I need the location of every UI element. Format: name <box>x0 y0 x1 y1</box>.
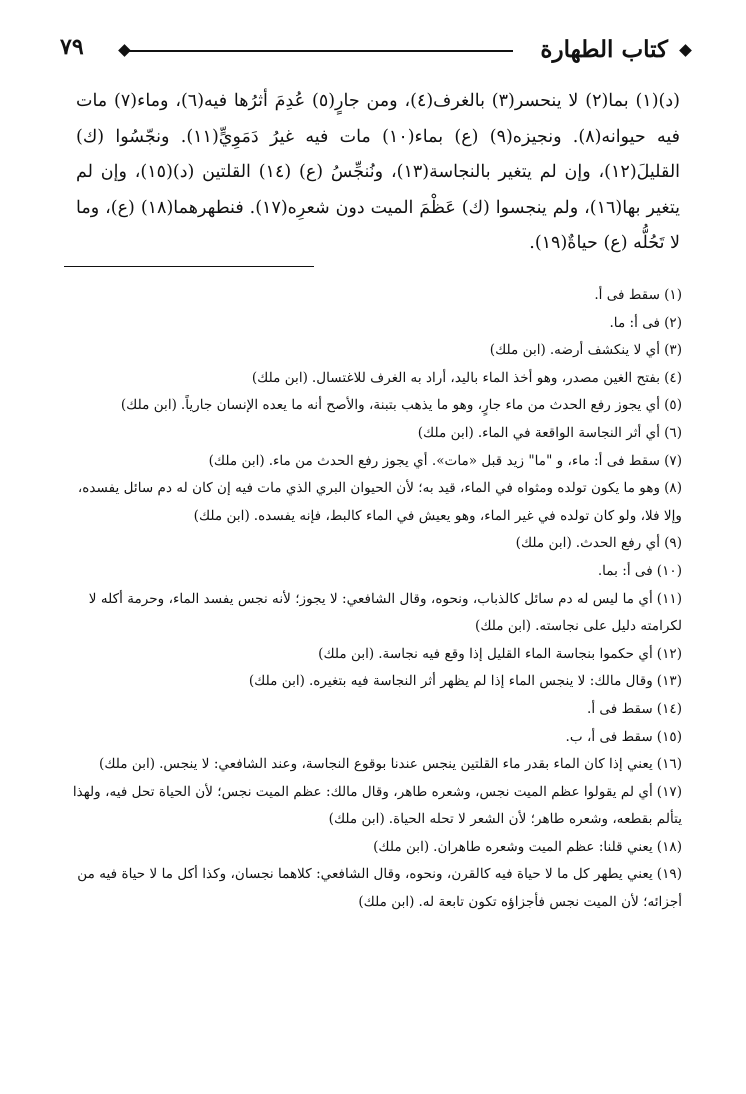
diamond-ornament-right <box>679 44 692 57</box>
footnote-text: وهو ما يكون تولده ومثواه في الماء، قيد به؛ لأن الحيوان البري الذي مات فيه إن كان له دم سائل يفسده، وإلا فلا، ولو كان تولده في غير الماء، وهو يعيش في الماء كالبط، فإنه يفسده. <box>77 480 682 524</box>
footnote-number: (١) <box>664 287 682 303</box>
footnote-text: أي لم يقولوا عظم الميت نجس، وشعره طاهر، وقال مالك: عظم الميت نجس؛ لأن الحياة تحل فيه، ولهذا يتألم بقطعه، وشعره طاهر؛ لأن الشعر لا تحله الحياة. <box>72 783 682 828</box>
footnote-number: (١١) <box>656 590 682 607</box>
footnote <box>60 475 682 530</box>
footnote-text: أي أثر النجاسة الواقعة في الماء. <box>477 424 661 441</box>
footnote-number: (١٣) <box>656 673 682 690</box>
footnote-source: (ابن ملك) <box>99 756 156 773</box>
footnote-source: (ابن ملك) <box>208 452 265 469</box>
footnote-text: سقط فى أ: ماء، و "ما" زيد قبل «مات». أي يجوز رفع الحدث من ماء. <box>268 452 661 469</box>
footnote-number: (٣) <box>664 342 682 359</box>
footnote-text: يعني إذا كان الماء بقدر ماء القلتين ينجس عندنا بوقوع النجاسة، وعند الشافعي: لا ينجس. <box>159 756 653 773</box>
footnote <box>60 420 682 448</box>
footnote <box>60 751 682 779</box>
chapter-title: كتاب الطهارة <box>540 36 668 63</box>
footnote-source: (ابن ملك) <box>358 894 415 911</box>
running-header <box>60 34 698 63</box>
footnote-text: وقال مالك: لا ينجس الماء إذا لم يظهر أثر النجاسة فيه بتغيره. <box>308 673 653 690</box>
footnote-number: (٦) <box>664 424 682 441</box>
footnote-text: أي حكموا بنجاسة الماء القليل إذا وقع فيه نجاسة. <box>378 645 653 662</box>
footnote <box>60 282 682 310</box>
footnote-number: (١٥) <box>656 728 682 745</box>
footnote <box>60 696 682 724</box>
footnote <box>60 392 682 420</box>
footnote-number: (١٧) <box>656 783 682 800</box>
footnote <box>60 641 682 669</box>
footnote <box>60 834 682 862</box>
footnote-number: (٥) <box>664 397 682 414</box>
footnote <box>60 365 682 393</box>
footnote-source: (ابن ملك) <box>328 811 385 828</box>
footnote-text: أي يجوز رفع الحدث من ماء جارٍ، وهو ما يذهب بتبنة، والأصح أنه ما يعده الإنسان جارياً. <box>180 397 661 414</box>
footnote-source: (ابن ملك) <box>251 369 308 386</box>
footnote-source: (ابن ملك) <box>373 838 430 855</box>
footnote-source: (ابن ملك) <box>248 673 305 690</box>
footnote-number: (٤) <box>664 369 682 386</box>
footnote-text: أي لا ينكشف أرضه. <box>549 342 661 359</box>
footnote-text: أي ما ليس له دم سائل كالذباب، ونحوه، وقال الشافعي: لا يجوز؛ لأنه نجس يفسد الماء، وحرمة أكله لا لكرامته دليل على نجاسته. <box>88 590 682 635</box>
main-text: (د)(١) بما(٢) لا ينحسر(٣) بالغرف(٤)، ومن جارٍ(٥) عُدِمَ أثرُها فيه(٦)، وماء(٧) مات فيه حيوانه(٨). ونجيزه(٩) (ع) بماء(١٠) مات فيه غيرُ دَمَوِيٍّ(١١). ونجّسُوا (ك) القليلَ(١٢)، وإن لم يتغير بالنجاسة(١٣)، ونُنجِّسُ (ع) (١٤) القلتين (د)(١٥)، وإن لم يتغير بها(١٦)، ولم ينجسوا (ك) عَظْمَ الميت دون شعرِه(١٧). فنطهرهما(١٨) (ع)، وما لا تَحُلُّه (ع) حياةٌ(١٩). <box>76 91 681 253</box>
footnote <box>60 530 682 558</box>
footnote-number: (٢) <box>664 314 682 331</box>
footnote-text: فى أ: ما. <box>609 314 661 331</box>
footnote-number: (٧) <box>664 452 682 469</box>
footnote <box>60 337 682 365</box>
footnote-source: (ابن ملك) <box>515 535 572 552</box>
footnote-source: (ابن ملك) <box>475 618 532 635</box>
footnote-number: (١٤) <box>656 700 682 717</box>
footnote-text: يعني يطهر كل ما لا حياة فيه كالقرن، ونحوه، وقال الشافعي: كلاهما نجسان، وكذا أكل ما لا حياة فيه من أجزائه؛ لأن الميت نجس فأجزاؤه تكون تابعة له. <box>77 866 682 911</box>
footnote <box>60 779 682 834</box>
footnote-text: يعني قلنا: عظم الميت وشعره طاهران. <box>433 838 653 855</box>
footnote-number: (١٠) <box>656 562 682 579</box>
footnote-source: (ابن ملك) <box>318 645 375 662</box>
footnote-source: (ابن ملك) <box>489 342 546 359</box>
footnote <box>60 724 682 752</box>
footnote <box>60 668 682 696</box>
footnote <box>60 586 682 641</box>
footnote <box>60 310 682 338</box>
footnote-text: بفتح الغين مصدر، وهو أخذ الماء باليد، أراد به الغرف للاغتسال. <box>311 369 661 386</box>
footnote-source: (ابن ملك) <box>417 424 474 441</box>
footnote-text: سقط فى أ. <box>587 700 653 717</box>
footnote <box>60 558 682 586</box>
footnote-number: (١٨) <box>656 838 682 855</box>
footnote-number: (١٢) <box>656 645 682 662</box>
footnote-number: (٨) <box>664 480 682 497</box>
footnote-source: (ابن ملك) <box>120 397 177 414</box>
footnote <box>60 448 682 476</box>
footnote-number: (٩) <box>664 535 682 552</box>
footnote-text: فى أ: بما. <box>597 562 653 579</box>
footnote-text: أي رفع الحدث. <box>575 535 661 552</box>
footnotes-list <box>60 282 682 917</box>
footnote <box>60 861 682 916</box>
page-number: ٧٩ <box>60 34 84 60</box>
footnote-source: (ابن ملك) <box>193 507 250 524</box>
footnote-number: (١٦) <box>656 756 682 773</box>
footnote-text: سقط فى أ. <box>594 287 661 303</box>
footnote-number: (١٩) <box>656 866 682 883</box>
footnote-separator <box>64 266 314 267</box>
footnote-text: سقط فى أ، ب. <box>565 728 653 745</box>
diamond-ornament-left <box>118 44 131 57</box>
header-rule <box>126 50 513 52</box>
